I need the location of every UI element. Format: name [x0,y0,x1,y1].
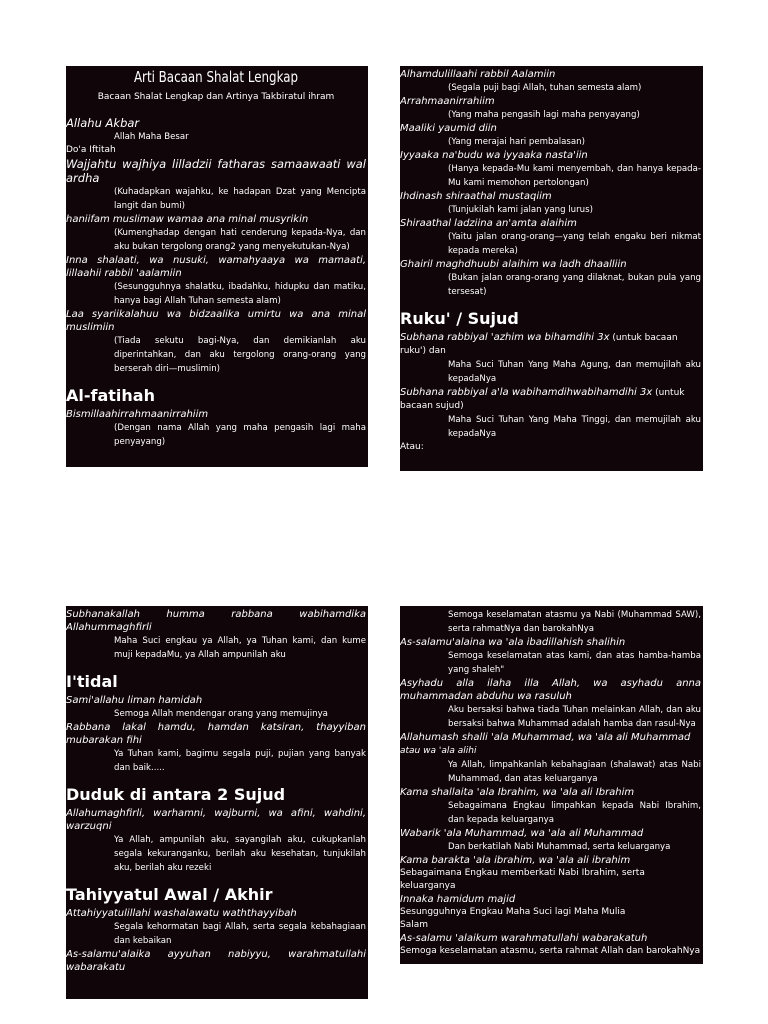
iftitah-1-arabic: Wajjahtu wajhiya lilladzii fatharas samaawaati wal ardha [66,157,366,185]
syahadat-arabic: Asyhadu alla ilaha illa Allah, wa asyhadu anna muhammadan abduhu wa rasuluh [400,678,701,702]
sujud-translation: Maha Suci Tuhan Yang Maha Tinggi, dan memujilah aku kepadaNya [448,415,701,439]
wabarik-arabic: Wabarik 'ala Muhammad, wa 'ala ali Muhammad [400,828,644,839]
basmalah-translation: (Dengan nama Allah yang maha pengasih lagi maha penyayang) [114,423,366,447]
duduk-translation: Ya Allah, ampunilah aku, sayangilah aku, cukupkanlah segala kekuranganku, berilah aku kesehatan, tunjukilah aku, berilah aku rezeki [114,835,366,873]
kama-shallaita-translation: Sebagaimana Engkau limpahkan kepada Nabi Ibrahim, dan kepada keluarganya [448,801,701,825]
page-panel-takbir-iftitah [66,66,368,467]
shalawat-note: atau wa 'ala alihi [400,746,477,756]
section-heading-tahiyyat: Tahiyyatul Awal / Akhir [66,885,273,904]
shalawat-line [400,731,701,758]
kama-barakta-translation: Sebagaimana Engkau memberkati Nabi Ibrahim, serta keluarganya [400,868,645,891]
assalamu-alaina-translation: Semoga keselamatan atas kami, dan atas hamba-hamba yang shaleh" [448,651,701,675]
page-panel-itidal-tahiyyat [66,606,368,999]
samiallah-arabic: Sami'allahu liman hamidah [66,695,203,706]
fatihah-2-arabic: Arrahmaanirrahiim [400,96,495,107]
takbir-translation: Allah Maha Besar [114,132,189,142]
assalamu-nabi-arabic: As-salamu'alaika ayyuhan nabiyyu, warahmatullahi wabarakatu [66,949,366,973]
fatihah-7-translation: (Bukan jalan orang-orang yang dilaknat, bukan pula yang tersesat) [448,273,701,297]
iftitah-3-translation: (Sesungguhnya shalatku, ibadahku, hidupku dan matiku, hanya bagi Allah Tuhan semesta alam) [114,282,366,306]
fatihah-2-translation: (Yang maha pengasih lagi maha penyayang) [448,110,640,120]
takbir-arabic: Allahu Akbar [66,116,140,130]
ruku-arabic: Subhana rabbiyal 'azhim wa bihamdihi 3x [400,332,610,343]
rabbana-translation: Ya Tuhan kami, bagimu segala puji, pujian yang banyak dan baik..... [114,749,366,773]
subhanaka-translation: Maha Suci engkau ya Allah, ya Tuhan kami, dan kume muji kepadaMu, ya Allah ampunilah aku [114,636,366,660]
fatihah-4-translation: (Hanya kepada-Mu kami menyembah, dan hanya kepada-Mu kami memohon pertolongan) [448,164,701,188]
iftitah-2-arabic: haniifam muslimaw wamaa ana minal musyrikin [66,214,309,225]
iftitah-4-translation: (Tiada sekutu bagi-Nya, dan demikianlah aku diperintahkan, dan aku tergolong orang-orang yang berserah diri—muslimin) [114,336,366,374]
fatihah-1-arabic: Alhamdulillaahi rabbil Aalamiin [400,69,556,80]
fatihah-4-arabic: Iyyaaka na'budu wa iyyaaka nasta'iin [400,150,588,161]
shalawat-arabic: Allahumash shalli 'ala Muhammad, wa 'ala ali Muhammad [400,732,691,743]
innaka-arabic: Innaka hamidum majid [400,894,516,905]
kama-barakta-arabic: Kama barakta 'ala ibrahim, wa 'ala ali ibrahim [400,855,631,866]
salam-translation: Semoga keselamatan atasmu, serta rahmat Allah dan barokahNya [400,946,701,956]
page-panel-fatihah-ruku [400,66,703,471]
fatihah-1-translation: (Segala puji bagi Allah, tuhan semesta alam) [448,83,642,93]
section-heading-duduk: Duduk di antara 2 Sujud [66,785,286,804]
ruku-line [400,331,701,358]
attahiyyat-arabic: Attahiyyatulillahi washalawatu waththayyibah [66,908,297,919]
iftitah-4-arabic: Laa syariikalahuu wa bidzaalika umirtu wa ana minal muslimiin [66,309,366,333]
iftitah-2-translation: (Kumenghadap dengan hati cenderung kepada-Nya, dan aku bukan tergolong orang2 yang menyekutukan-Nya) [114,228,366,252]
rabbana-arabic: Rabbana lakal hamdu, hamdan katsiran, thayyiban mubarakan fihi [66,722,366,746]
document-subtitle: Bacaan Shalat Lengkap dan Artinya Takbiratul ihram [97,92,335,102]
basmalah-arabic: Bismillaahirrahmaanirrahiim [66,409,209,420]
ruku-translation: Maha Suci Tuhan Yang Maha Agung, dan memujilah aku kepadaNya [448,360,701,384]
salam-label: Salam [400,920,429,930]
atau-label: Atau: [400,442,424,452]
innaka-translation: Sesungguhnya Engkau Maha Suci lagi Maha Mulia [400,907,626,917]
doa-iftitah-label: Do'a Iftitah [66,145,116,155]
section-heading-ruku-sujud: Ruku' / Sujud [400,309,519,328]
sujud-line [400,386,701,413]
sujud-arabic: Subhana rabbiyal a'la wabihamdihwabihamdihi 3x [400,387,653,398]
fatihah-6-arabic: Shiraathal ladziina an'amta alaihim [400,218,577,229]
ruku-note: (untuk bacaan ruku') dan [400,333,678,356]
iftitah-3-arabic: Inna shalaati, wa nusuki, wamahyaaya wa mamaati, lillaahii rabbil 'aalamiin [66,255,366,279]
kama-shallaita-arabic: Kama shallaita 'ala Ibrahim, wa 'ala ali Ibrahim [400,787,635,798]
assalamu-alaina-arabic: As-salamu'alaina wa 'ala ibadillahish shalihin [400,637,626,648]
syahadat-translation: Aku bersaksi bahwa tiada Tuhan melainkan Allah, dan aku bersaksi bahwa Muhammad adalah hamba dan rasul-Nya [448,705,701,729]
fatihah-7-arabic: Ghairil maghdhuubi alaihim wa ladh dhaalliin [400,259,627,270]
samiallah-translation: Semoga Allah mendengar orang yang memujinya [114,709,328,719]
section-heading-itidal: I'tidal [66,672,118,691]
section-heading-fatihah: Al-fatihah [66,386,155,405]
fatihah-5-translation: (Tunjukilah kami jalan yang lurus) [448,205,593,215]
fatihah-5-arabic: Ihdinash shiraathal mustaqiim [400,191,552,202]
subhanaka-arabic: Subhanakallah humma rabbana wabihamdika Allahummaghfirli [66,609,366,633]
document-title: Arti Bacaan Shalat Lengkap [133,68,299,86]
salam-arabic: As-salamu 'alaikum warahmatullahi wabarakatuh [400,933,648,944]
duduk-arabic: Allahumaghfirli, warhamni, wajburni, wa afini, wahdini, warzuqni [66,808,366,832]
wabarik-translation: Dan berkatilah Nabi Muhammad, serta keluarganya [448,842,671,852]
assalamu-nabi-translation: Semoga keselamatan atasmu ya Nabi (Muhammad SAW), serta rahmatNya dan barokahNya [448,610,701,634]
attahiyyat-translation: Segala kehormatan bagi Allah, serta segala kebahagiaan dan kebaikan [114,922,366,946]
iftitah-1-translation: (Kuhadapkan wajahku, ke hadapan Dzat yang Mencipta langit dan bumi) [114,187,366,211]
shalawat-translation: Ya Allah, limpahkanlah kebahagiaan (shalawat) atas Nabi Muhammad, dan atas keluarganya [448,760,701,784]
sujud-note: (untuk bacaan sujud) [400,388,685,411]
page-panel-tasyahud-salam [400,606,703,964]
fatihah-6-translation: (Yaitu jalan orang-orang—yang telah engaku beri nikmat kepada mereka) [448,232,701,256]
fatihah-3-translation: (Yang merajai hari pembalasan) [448,137,585,147]
fatihah-3-arabic: Maaliki yaumid diin [400,123,497,134]
